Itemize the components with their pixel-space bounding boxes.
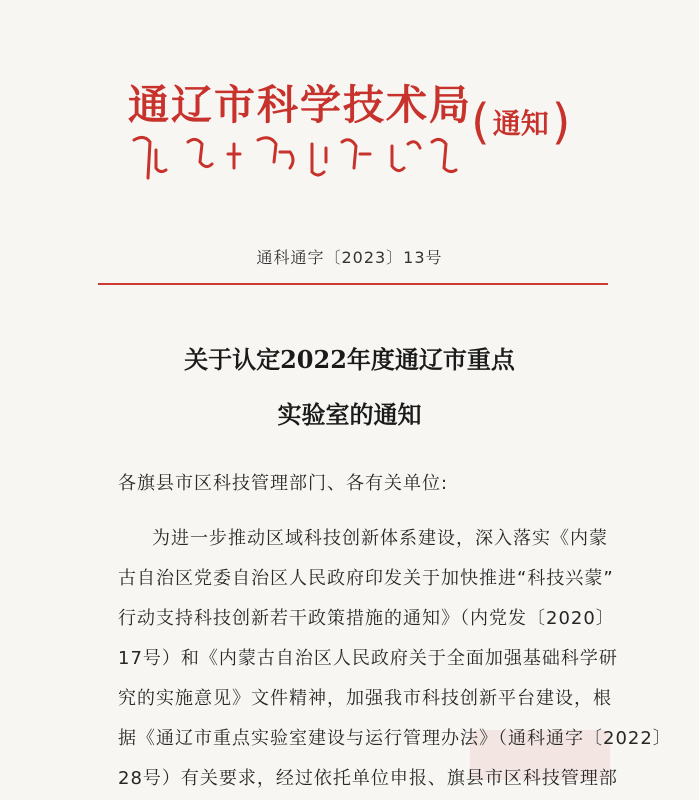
notice-tag-label: 通知 [492, 107, 549, 140]
body-line: 17号）和《内蒙古自治区人民政府关于全面加强基础科学研 [118, 648, 618, 669]
body-line: 28号）有关要求，经过依托单位申报、旗县市区科技管理部 [118, 768, 618, 789]
body-line: 为进一步推动区域科技创新体系建设，深入落实《内蒙 [152, 528, 608, 549]
mongolian-script-graphic [130, 132, 460, 184]
body-line: 究的实施意见》文件精神，加强我市科技创新平台建设，根 [118, 688, 612, 709]
header-divider [98, 283, 608, 285]
body-line: 据《通辽市重点实验室建设与运行管理办法》（通科通字〔2022〕 [118, 728, 672, 749]
title-line-1: 关于认定2022年度通辽市重点 [184, 345, 515, 374]
bureau-name: 通辽市科学技术局 [128, 81, 472, 129]
paren-open: ( [471, 94, 490, 150]
body-line: 行动支持科技创新若干政策措施的通知》（内党发〔2020〕 [118, 608, 615, 629]
body-line: 古自治区党委自治区人民政府印发关于加快推进“科技兴蒙” [118, 568, 614, 589]
document-number: 通科通字〔2023〕13号 [256, 248, 443, 267]
notice-tag [471, 94, 571, 150]
paren-close: ) [551, 94, 571, 150]
salutation: 各旗县市区科技管理部门、各有关单位: [118, 473, 449, 494]
title-line-2: 实验室的通知 [277, 400, 422, 429]
